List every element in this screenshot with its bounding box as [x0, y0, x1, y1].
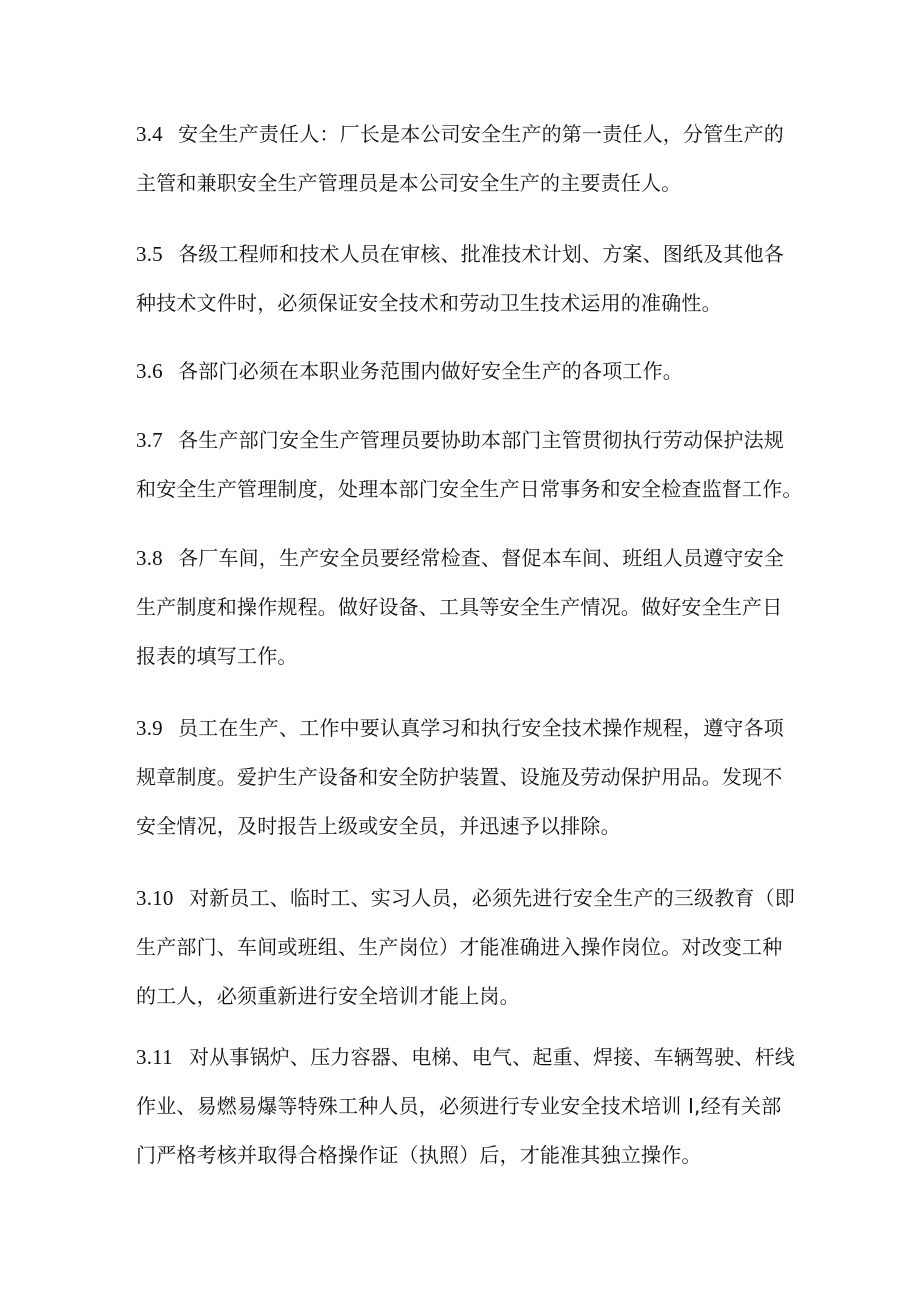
paragraph-number: 3.6: [136, 359, 163, 383]
paragraph-line: 安全情况，及时报告上级或安全员，并迅速予以排除。: [136, 814, 621, 838]
paragraph-number: 3.8: [136, 546, 163, 570]
paragraph-3-8: [136, 534, 796, 681]
paragraph-line: 的工人，必须重新进行安全培训才能上岗。: [136, 984, 520, 1008]
paragraph-line: 生产部门、车间或班组、生产岗位）才能准确进入操作岗位。对改变工种: [136, 935, 783, 959]
paragraph-line: 门严格考核并取得合格操作证（执照）后，才能准其独立操作。: [136, 1143, 702, 1167]
paragraph-text: 各厂车间，生产安全员要经常检查、督促本车间、班组人员遵守安全: [178, 546, 784, 570]
paragraph-number: 3.7: [136, 428, 163, 452]
paragraph-line: 作业、易燃易爆等特殊工种人员，必须进行专业安全技术培训 I,经有关部: [136, 1094, 782, 1118]
paragraph-line: 生产制度和操作规程。做好设备、工具等安全生产情况。做好安全生产日: [136, 595, 783, 619]
paragraph-number: 3.10: [136, 886, 174, 910]
paragraph-text: 各级工程师和技术人员在审核、批准技术计划、方案、图纸及其他各: [178, 242, 784, 266]
paragraph-text: 员工在生产、工作中要认真学习和执行安全技术操作规程，遵守各项: [178, 716, 784, 740]
paragraph-number: 3.11: [136, 1045, 173, 1069]
paragraph-text: 各生产部门安全生产管理员要协助本部门主管贯彻执行劳动保护法规: [178, 428, 784, 452]
paragraph-3-7: [136, 416, 803, 514]
paragraph-line: 主管和兼职安全生产管理员是本公司安全生产的主要责任人。: [136, 171, 682, 195]
paragraph-3-10: [136, 874, 796, 1021]
paragraph-line: [136, 534, 796, 583]
paragraph-line: [136, 874, 796, 923]
paragraph-line: [136, 416, 796, 465]
paragraph-number: 3.4: [136, 122, 163, 146]
paragraph-3-9: [136, 704, 796, 851]
paragraph-3-4: [136, 110, 796, 208]
paragraph-number: 3.9: [136, 716, 163, 740]
paragraph-line: [136, 230, 796, 279]
paragraph-line: [136, 704, 796, 753]
paragraph-text: 对从事锅炉、压力容器、电梯、电气、起重、焊接、车辆驾驶、杆线: [189, 1045, 795, 1069]
paragraph-3-11: [136, 1033, 796, 1180]
paragraph-line: [136, 347, 796, 396]
paragraph-text: 安全生产责任人：厂长是本公司安全生产的第一责任人，分管生产的: [178, 122, 784, 146]
paragraph-line: 和安全生产管理制度，处理本部门安全生产日常事务和安全检查监督工作。: [136, 477, 803, 501]
paragraph-line: 报表的填写工作。: [136, 644, 298, 668]
paragraph-line: 种技术文件时，必须保证安全技术和劳动卫生技术运用的准确性。: [136, 291, 722, 315]
paragraph-line: 规章制度。爱护生产设备和安全防护装置、设施及劳动保护用品。发现不: [136, 765, 783, 789]
paragraph-3-6: [136, 347, 796, 396]
paragraph-3-5: [136, 230, 796, 328]
paragraph-number: 3.5: [136, 242, 163, 266]
paragraph-line: [136, 1033, 796, 1082]
paragraph-line: [136, 110, 796, 159]
paragraph-text: 各部门必须在本职业务范围内做好安全生产的各项工作。: [178, 359, 683, 383]
paragraph-text: 对新员工、临时工、实习人员，必须先进行安全生产的三级教育（即: [189, 886, 795, 910]
